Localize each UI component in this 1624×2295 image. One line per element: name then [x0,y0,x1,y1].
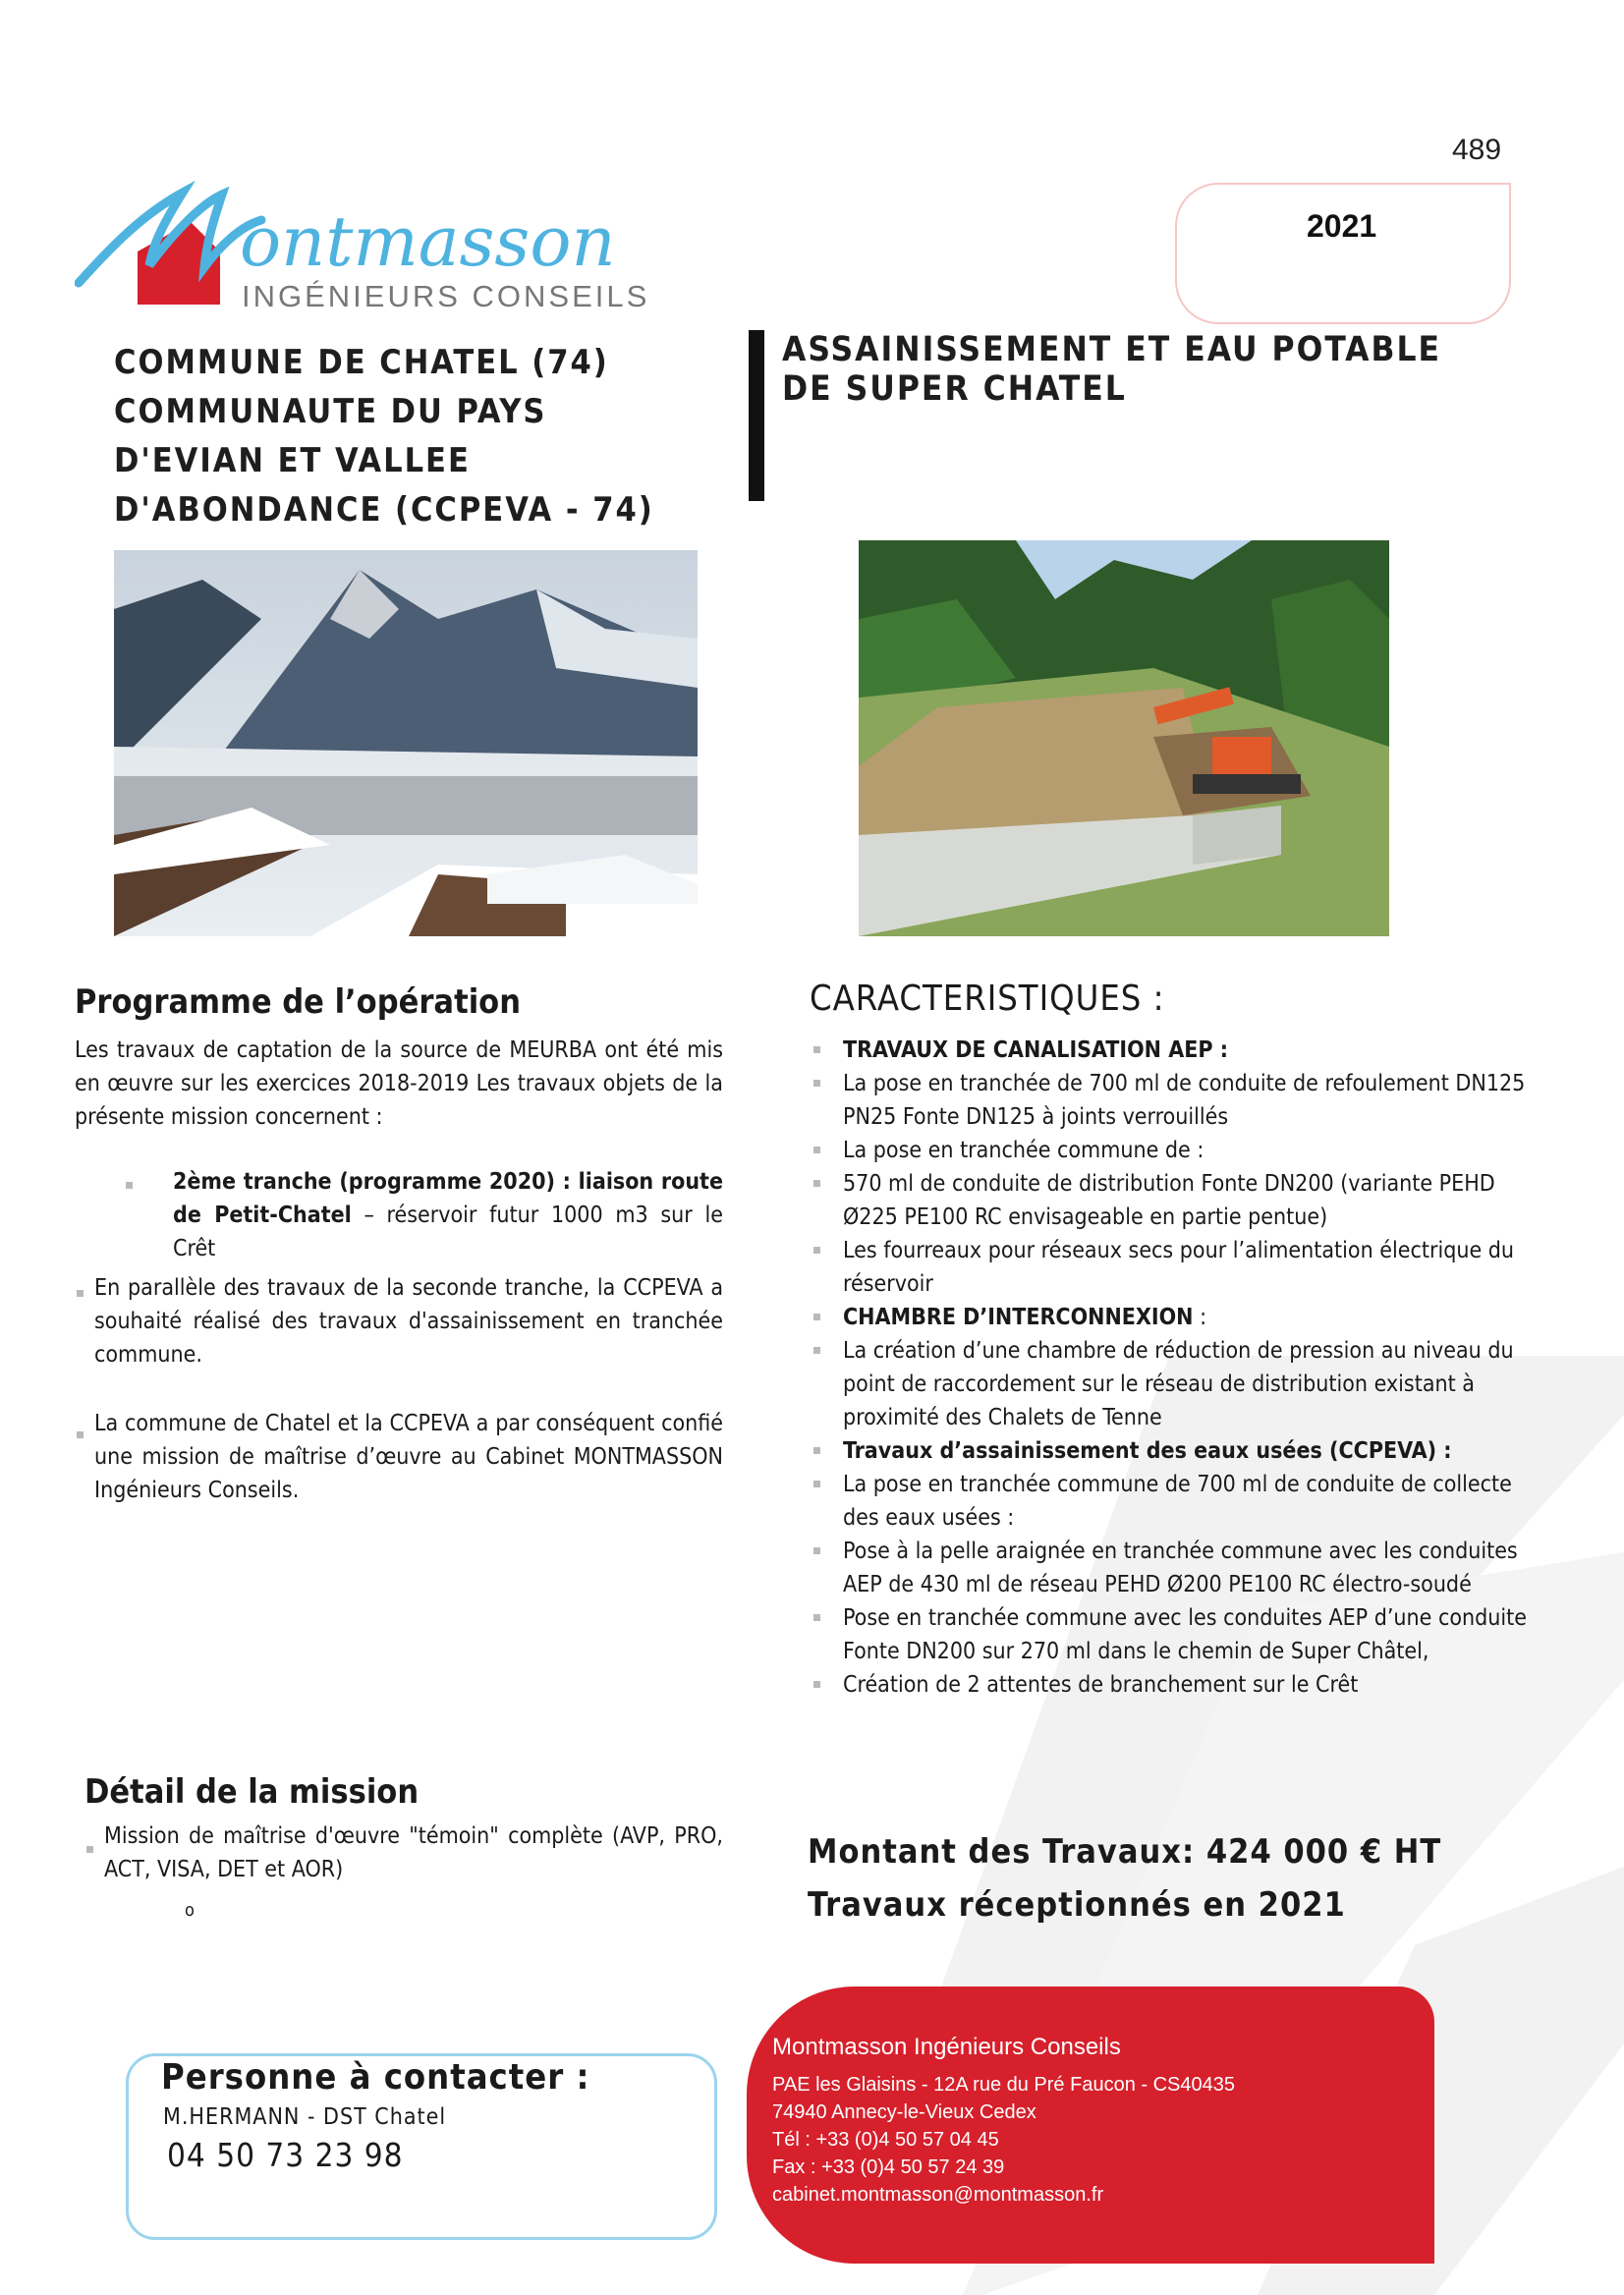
characteristic-text: 570 ml de conduite de distribution Fonte DN200 (variante PEHD Ø225 PE100 RC envisageable en partie pentue) [843,1171,1495,1230]
characteristics-list [810,1034,1537,1702]
footer-address [772,2065,1235,2209]
characteristic-item [810,1535,1537,1601]
footer-fax: Fax : +33 (0)4 50 57 24 39 [772,2156,1005,2178]
reception-line: Travaux réceptionnés en 2021 [808,1885,1346,1925]
contact-name: M.HERMANN - DST Chatel [163,2104,447,2130]
project-title-line: ASSAINISSEMENT ET EAU POTABLE [782,330,1442,369]
contact-phone: 04 50 73 23 98 [167,2136,404,2174]
amount-block [808,1825,1441,1931]
characteristic-item [810,1468,1537,1535]
characteristic-text: Pose à la pelle araignée en tranchée commune avec les conduites AEP de 430 ml de réseau PEHD Ø200 PE100 RC électro-soudé [843,1539,1518,1597]
characteristic-text: Travaux d’assainissement des eaux usées (CCPEVA) : [843,1438,1452,1464]
detail-item: Mission de maîtrise d'œuvre "témoin" complète (AVP, PRO, ACT, VISA, DET et AOR) [104,1823,723,1882]
characteristic-text: Les fourreaux pour réseaux secs pour l’alimentation électrique du réservoir [843,1238,1515,1297]
characteristic-text: La pose en tranchée commune de 700 ml de conduite de collecte des eaux usées : [843,1472,1512,1531]
characteristics-title: CARACTERISTIQUES : [810,979,1165,1019]
year-label: 2021 [1307,208,1377,244]
bullet-square [86,1829,93,1863]
footer-address-line: 74940 Annecy-le-Vieux Cedex [772,2101,1036,2123]
characteristic-item [810,1301,1537,1334]
characteristic-suffix: : [1193,1305,1207,1330]
bullet-square [813,1180,820,1187]
footer-address-line: PAE les Glaisins - 12A rue du Pré Faucon - CS40435 [772,2074,1235,2096]
footer-tel: Tél : +33 (0)4 50 57 04 45 [772,2129,999,2151]
project-title-line: DE SUPER CHATEL [782,369,1127,409]
program-para: La commune de Chatel et la CCPEVA a par conséquent confié une mission de maîtrise d’œuvre au Cabinet MONTMASSON Ingénieurs Conseils. [94,1411,723,1503]
bullet-square [77,1273,84,1307]
bullet-square [813,1247,820,1254]
bullet-square [813,1147,820,1153]
bullet-square [813,1314,820,1320]
bullet-square [813,1080,820,1087]
characteristic-item [810,1134,1537,1167]
amount-line: Montant des Travaux: 424 000 € HT [808,1832,1442,1872]
page-number: 489 [1452,134,1502,166]
construction-photo [859,540,1389,936]
svg-text:ontmasson: ontmasson [240,201,616,282]
bullet-square [813,1447,820,1454]
bullet-square [77,1415,84,1448]
bullet-square [813,1347,820,1354]
bullet-square [813,1481,820,1487]
characteristic-item [810,1234,1537,1301]
program-para: En parallèle des travaux de la seconde tranche, la CCPEVA a souhaité réalisé des travaux d'assainissement en tranchée commune. [94,1275,723,1368]
characteristic-item [810,1601,1537,1668]
project-title [782,330,1529,409]
bullet-square [813,1614,820,1621]
client-heading [114,338,723,534]
characteristic-text: TRAVAUX DE CANALISATION AEP : [843,1037,1228,1063]
program-intro: Les travaux de captation de la source de MEURBA ont été mis en œuvre sur les exercices 2018-2019 Les travaux objets de la présente mission concernent : [75,1037,723,1130]
contact-title: Personne à contacter : [161,2057,590,2098]
characteristic-item [810,1167,1537,1234]
footer-email: cabinet.montmasson@montmasson.fr [772,2184,1104,2206]
characteristic-text: CHAMBRE D’INTERCONNEXION [843,1305,1194,1330]
program-title: Programme de l’opération [75,982,521,1022]
village-photo [114,550,698,936]
client-line: COMMUNAUTE DU PAYS [114,392,547,431]
bullet-square [126,1165,133,1199]
client-line: D'EVIAN ET VALLEE [114,441,471,480]
bullet-square [813,1681,820,1688]
detail-title: Détail de la mission [84,1772,420,1812]
logo-subtitle: INGÉNIEURS CONSEILS [242,279,650,313]
characteristic-item [810,1334,1537,1434]
bullet-square [813,1046,820,1053]
characteristic-item [810,1034,1537,1067]
characteristic-text: Pose en tranchée commune avec les conduites AEP d’une conduite Fonte DN200 sur 270 ml dans le chemin de Super Châtel, [843,1605,1527,1664]
characteristic-item [810,1668,1537,1702]
tranche-bold: 2ème tranche (programme 2020) : liaison route de Petit-Chatel [173,1169,723,1228]
client-line: D'ABONDANCE (CCPEVA - 74) [114,490,654,530]
characteristic-item [810,1434,1537,1468]
characteristic-text: La pose en tranchée commune de : [843,1138,1204,1163]
characteristic-item [810,1067,1537,1134]
tranche-rest: – réservoir futur 1000 m3 sur le Crêt [173,1203,723,1261]
characteristic-text: Création de 2 attentes de branchement sur le Crêt [843,1672,1359,1698]
characteristic-text: La création d’une chambre de réduction de pression au niveau du point de raccordement sur le réseau de distribution existant à proximité des Chalets de Tenne [843,1338,1514,1430]
title-accent-bar [749,330,764,501]
characteristic-text: La pose en tranchée de 700 ml de conduite de refoulement DN125 PN25 Fonte DN125 à joints verrouillés [843,1071,1526,1130]
footer-company: Montmasson Ingénieurs Conseils [772,2034,1121,2060]
client-line: COMMUNE DE CHATEL (74) [114,343,609,382]
sub-bullet: o [185,1900,195,1921]
bullet-square [813,1547,820,1554]
year-box [1175,183,1511,324]
tranche-item [173,1165,723,1265]
